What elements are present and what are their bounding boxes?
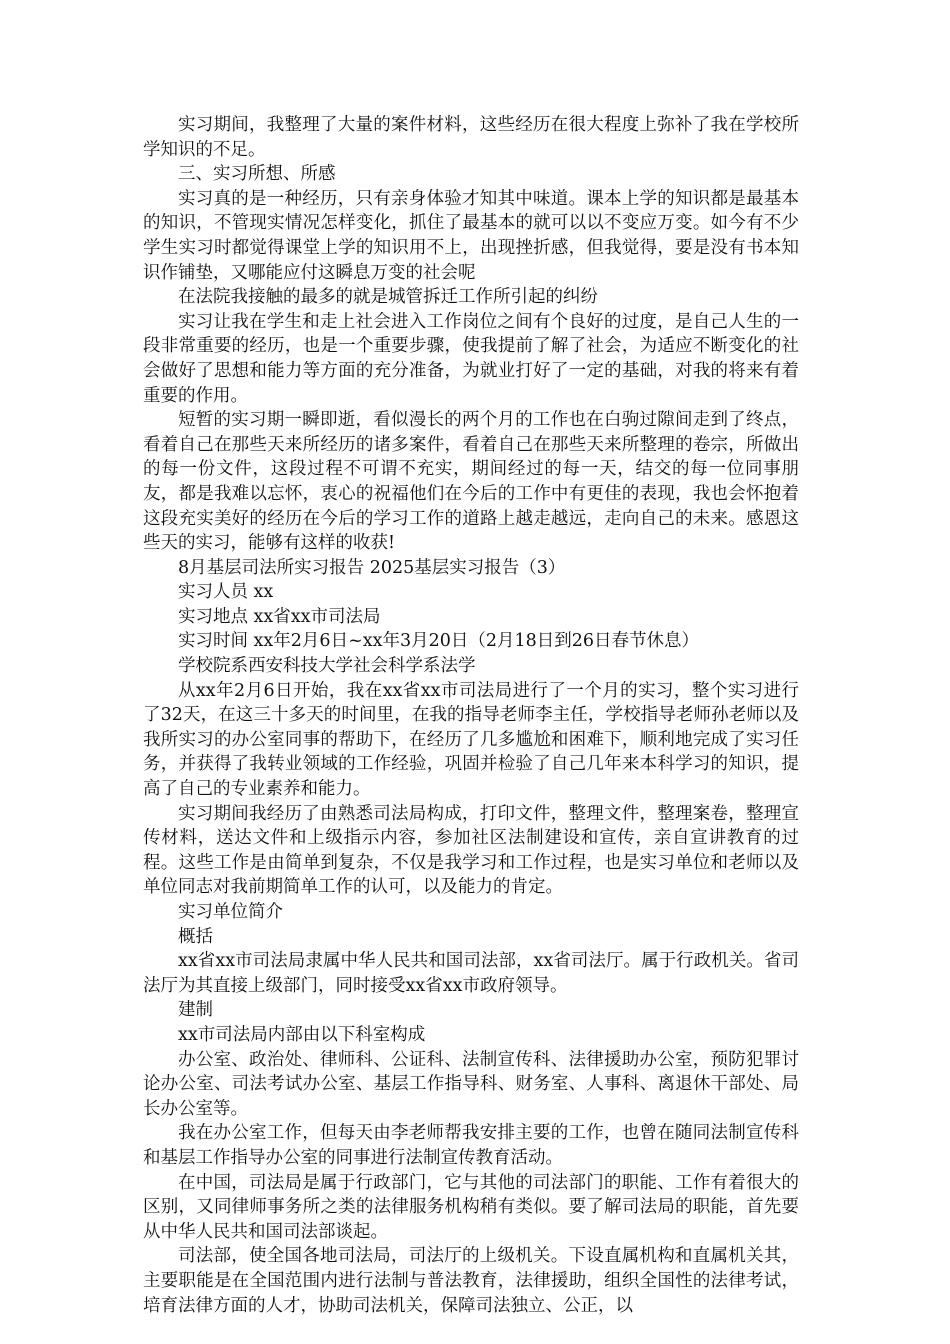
paragraph: 短暂的实习期一瞬即逝，看似漫长的两个月的工作也在白驹过隙间走到了终点，看着自己在那些天来所经历的诸多案件，看着自己在那些天来所整理的卷宗，所做出的每一份文件，这段过程不可谓不充实，期间经过的每一天，结交的每一位同事朋友，都是我难以忘怀，衷心的祝福他们在今后的工作中有更佳的表现，我也会怀抱着这段充实美好的经历在今后的学习工作的道路上越走越远，走向自己的未来。感恩这些天的实习，能够有这样的收获!: [143, 410, 799, 554]
intern-name: 实习人员 xx: [178, 582, 274, 603]
paragraph: 实习真的是一种经历，只有亲身体验才知其中味道。课本上学的知识都是最基本的知识，不管现实情况怎样变化，抓住了最基本的就可以以不变应万变。如今有不少学生实习时都觉得课堂上学的知识用不上，出现挫折感，但我觉得，要是没有书本知识作铺垫，又哪能应付这瞬息万变的社会呢: [143, 188, 799, 283]
paragraph: 我在办公室工作，但每天由李老师帮我安排主要的工作，也曾在随同法制宣传科和基层工作指导办公室的同事进行法制宣传教育活动。: [143, 1123, 799, 1168]
subsection-heading: 建制: [178, 1000, 213, 1021]
paragraph: 实习让我在学生和走上社会进入工作岗位之间有个良好的过度，是自己人生的一段非常重要的经历，也是一个重要步骤，使我提前了解了社会，为适应不断变化的社会做好了思想和能力等方面的充分准备，为就业打好了一定的基础，对我的将来有着重要的作用。: [143, 311, 799, 406]
report-title: 8月基层司法所实习报告 2025基层实习报告（3）: [178, 557, 566, 578]
paragraph: 司法部，使全国各地司法局，司法厅的上级机关。下设直属机构和直属机关其，主要职能是在全国范围内进行法制与普法教育，法律援助，组织全国性的法律考试，培育法律方面的人才，协助司法机关，保障司法独立、公正，以: [143, 1246, 799, 1316]
section-heading: 三、实习所想、所感: [178, 164, 336, 185]
intern-period: 实习时间 xx年2月6日~xx年3月20日（2月18日到26日春节休息）: [178, 631, 700, 652]
intern-location: 实习地点 xx省xx市司法局: [178, 606, 381, 627]
school-department: 学校院系西安科技大学社会科学系法学: [178, 656, 476, 677]
section-heading: 实习单位简介: [178, 902, 283, 922]
paragraph: 从xx年2月6日开始，我在xx省xx市司法局进行了一个月的实习，整个实习进行了32天，在这三十多天的时间里，在我的指导老师李主任，学校指导老师孙老师以及我所实习的办公室同事的帮助下，在经历了几多尴尬和困难下，顺利地完成了实习任务，并获得了我转业领域的工作经验，巩固并检验了自己几年来本科学习的知识，提高了自己的专业素养和能力。: [143, 680, 799, 800]
subsection-heading: 概括: [178, 926, 213, 947]
paragraph: 实习期间，我整理了大量的案件材料，这些经历在很大程度上弥补了我在学校所学知识的不足。: [143, 115, 799, 160]
paragraph: 办公室、政治处、律师科、公证科、法制宣传科、法律援助办公室，预防犯罪讨论办公室、司法考试办公室、基层工作指导科、财务室、人事科、离退休干部处、局长办公室等。: [143, 1049, 799, 1119]
paragraph: 实习期间我经历了由熟悉司法局构成，打印文件，整理文件，整理案卷，整理宣传材料，送达文件和上级指示内容，参加社区法制建设和宣传，亲自宣讲教育的过程。这些工作是由简单到复杂，不仅是我学习和工作过程，也是实习单位和老师以及单位同志对我前期简单工作的认可，以及能力的肯定。: [143, 803, 799, 898]
paragraph: xx省xx市司法局隶属中华人民共和国司法部，xx省司法厅。属于行政机关。省司法厅为其直接上级部门，同时接受xx省xx市政府领导。: [143, 951, 799, 996]
paragraph: 在法院我接触的最多的就是城管拆迁工作所引起的纠纷: [178, 287, 598, 308]
document-page: [143, 113, 799, 1318]
paragraph: 在中国，司法局是属于行政部门，它与其他的司法部门的职能、工作有着很大的区别，又同律师事务所之类的法律服务机构稍有类似。要了解司法局的职能，首先要从中华人民共和国司法部谈起。: [143, 1172, 799, 1242]
paragraph: xx市司法局内部由以下科室构成: [178, 1024, 426, 1045]
